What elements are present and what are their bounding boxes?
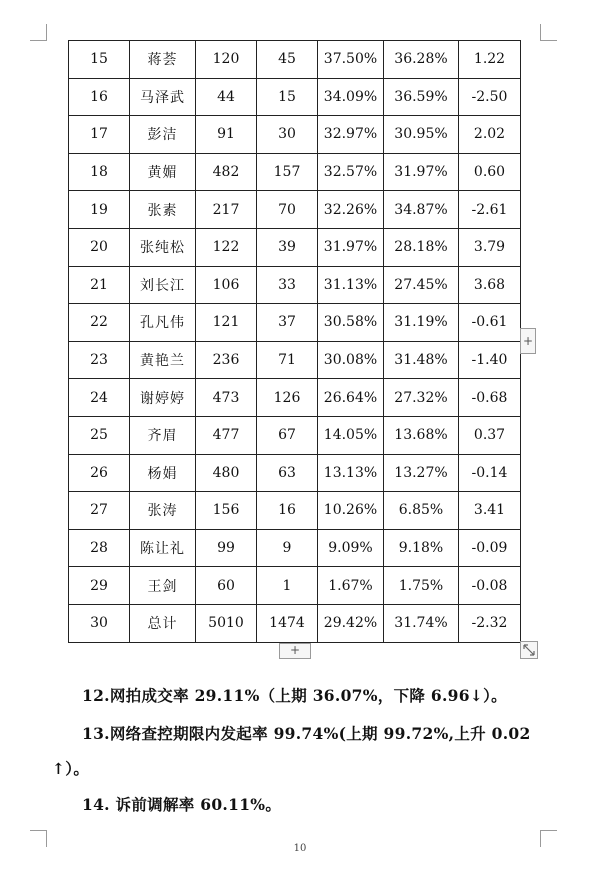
cell-rate-change[interactable]: -2.32 <box>459 604 521 642</box>
cell-rate-change[interactable]: -2.61 <box>459 191 521 229</box>
cell-previous-rate[interactable]: 1.75% <box>384 567 459 605</box>
cell-rate-change[interactable]: -0.08 <box>459 567 521 605</box>
cell-person-name[interactable]: 刘长江 <box>130 266 196 304</box>
cell-current-rate[interactable]: 34.09% <box>318 78 384 116</box>
cell-row-index[interactable]: 27 <box>69 492 130 530</box>
table-body <box>69 41 521 643</box>
statistics-table[interactable] <box>68 40 521 643</box>
cell-current-rate[interactable]: 32.97% <box>318 116 384 154</box>
cell-success-count[interactable]: 67 <box>257 416 318 454</box>
cell-person-name[interactable]: 齐眉 <box>130 416 196 454</box>
cell-total-count[interactable]: 236 <box>196 341 257 379</box>
cell-current-rate[interactable]: 32.57% <box>318 153 384 191</box>
cell-success-count[interactable]: 33 <box>257 266 318 304</box>
add-column-button[interactable]: + <box>520 328 536 354</box>
table-row <box>69 379 521 417</box>
cell-total-count[interactable]: 482 <box>196 153 257 191</box>
table-row <box>69 116 521 154</box>
cell-rate-change[interactable]: 2.02 <box>459 116 521 154</box>
paragraph-item-12: 12.网拍成交率 29.11%（上期 36.07%，下降 6.96↓）。 <box>82 686 507 705</box>
cell-current-rate[interactable]: 10.26% <box>318 492 384 530</box>
cell-previous-rate[interactable]: 30.95% <box>384 116 459 154</box>
cell-person-name[interactable]: 张纯松 <box>130 228 196 266</box>
table-row <box>69 266 521 304</box>
table-row <box>69 153 521 191</box>
cell-current-rate[interactable]: 30.08% <box>318 341 384 379</box>
cell-current-rate[interactable]: 13.13% <box>318 454 384 492</box>
cell-total-count[interactable]: 44 <box>196 78 257 116</box>
cell-row-index[interactable]: 19 <box>69 191 130 229</box>
cell-current-rate[interactable]: 26.64% <box>318 379 384 417</box>
cell-success-count[interactable]: 39 <box>257 228 318 266</box>
cell-success-count[interactable]: 30 <box>257 116 318 154</box>
cell-rate-change[interactable]: 1.22 <box>459 41 521 79</box>
cell-person-name[interactable]: 总计 <box>130 604 196 642</box>
cell-total-count[interactable]: 477 <box>196 416 257 454</box>
table-row <box>69 454 521 492</box>
cell-previous-rate[interactable]: 31.74% <box>384 604 459 642</box>
cell-person-name[interactable]: 马泽武 <box>130 78 196 116</box>
table-row <box>69 228 521 266</box>
cell-rate-change[interactable]: -0.09 <box>459 529 521 567</box>
cell-success-count[interactable]: 70 <box>257 191 318 229</box>
cell-row-index[interactable]: 25 <box>69 416 130 454</box>
cell-previous-rate[interactable]: 31.97% <box>384 153 459 191</box>
table-row <box>69 604 521 642</box>
cell-row-index[interactable]: 20 <box>69 228 130 266</box>
cell-total-count[interactable]: 99 <box>196 529 257 567</box>
table-row <box>69 529 521 567</box>
cell-success-count[interactable]: 16 <box>257 492 318 530</box>
cell-total-count[interactable]: 5010 <box>196 604 257 642</box>
cell-previous-rate[interactable]: 6.85% <box>384 492 459 530</box>
cell-current-rate[interactable]: 9.09% <box>318 529 384 567</box>
cell-person-name[interactable]: 杨娟 <box>130 454 196 492</box>
cell-row-index[interactable]: 22 <box>69 304 130 342</box>
cell-current-rate[interactable]: 30.58% <box>318 304 384 342</box>
table-row <box>69 78 521 116</box>
cell-total-count[interactable]: 473 <box>196 379 257 417</box>
cell-row-index[interactable]: 26 <box>69 454 130 492</box>
cell-previous-rate[interactable]: 28.18% <box>384 228 459 266</box>
cell-success-count[interactable]: 63 <box>257 454 318 492</box>
cell-current-rate[interactable]: 32.26% <box>318 191 384 229</box>
add-row-button[interactable]: + <box>279 643 311 659</box>
paragraph-item-13-continued: ↑）。 <box>52 759 90 778</box>
cell-person-name[interactable]: 黄媚 <box>130 153 196 191</box>
cell-current-rate[interactable]: 14.05% <box>318 416 384 454</box>
cell-row-index[interactable]: 24 <box>69 379 130 417</box>
table-row <box>69 191 521 229</box>
table-row <box>69 341 521 379</box>
cell-person-name[interactable]: 谢婷婷 <box>130 379 196 417</box>
cell-success-count[interactable]: 15 <box>257 78 318 116</box>
cell-person-name[interactable]: 黄艳兰 <box>130 341 196 379</box>
cell-previous-rate[interactable]: 36.28% <box>384 41 459 79</box>
cell-current-rate[interactable]: 29.42% <box>318 604 384 642</box>
cell-row-index[interactable]: 15 <box>69 41 130 79</box>
cell-row-index[interactable]: 23 <box>69 341 130 379</box>
cell-rate-change[interactable]: -0.14 <box>459 454 521 492</box>
cell-row-index[interactable]: 29 <box>69 567 130 605</box>
cell-total-count[interactable]: 480 <box>196 454 257 492</box>
cell-success-count[interactable]: 1 <box>257 567 318 605</box>
cell-previous-rate[interactable]: 31.19% <box>384 304 459 342</box>
cell-total-count[interactable]: 121 <box>196 304 257 342</box>
cell-rate-change[interactable]: -0.61 <box>459 304 521 342</box>
cell-previous-rate[interactable]: 27.32% <box>384 379 459 417</box>
cell-previous-rate[interactable]: 36.59% <box>384 78 459 116</box>
cell-row-index[interactable]: 21 <box>69 266 130 304</box>
cell-previous-rate[interactable]: 13.68% <box>384 416 459 454</box>
page-corner-mark-top-left <box>30 24 47 41</box>
cell-row-index[interactable]: 17 <box>69 116 130 154</box>
table-row <box>69 567 521 605</box>
cell-person-name[interactable]: 蒋荟 <box>130 41 196 79</box>
table-row <box>69 304 521 342</box>
paragraph-item-13: 13.网络查控期限内发起率 99.74%(上期 99.72%,上升 0.02 <box>82 724 531 743</box>
cell-rate-change[interactable]: -1.40 <box>459 341 521 379</box>
cell-total-count[interactable]: 91 <box>196 116 257 154</box>
cell-person-name[interactable]: 陈让礼 <box>130 529 196 567</box>
cell-previous-rate[interactable]: 31.48% <box>384 341 459 379</box>
table-row <box>69 492 521 530</box>
cell-rate-change[interactable]: 3.68 <box>459 266 521 304</box>
cell-rate-change[interactable]: 3.79 <box>459 228 521 266</box>
table-row <box>69 416 521 454</box>
cell-previous-rate[interactable]: 34.87% <box>384 191 459 229</box>
cell-current-rate[interactable]: 31.97% <box>318 228 384 266</box>
cell-person-name[interactable]: 张素 <box>130 191 196 229</box>
cell-total-count[interactable]: 120 <box>196 41 257 79</box>
cell-person-name[interactable]: 彭洁 <box>130 116 196 154</box>
cell-total-count[interactable]: 106 <box>196 266 257 304</box>
cell-person-name[interactable]: 王剑 <box>130 567 196 605</box>
cell-success-count[interactable]: 157 <box>257 153 318 191</box>
cell-row-index[interactable]: 28 <box>69 529 130 567</box>
cell-rate-change[interactable]: 0.37 <box>459 416 521 454</box>
cell-success-count[interactable]: 71 <box>257 341 318 379</box>
table-row <box>69 41 521 79</box>
cell-success-count[interactable]: 126 <box>257 379 318 417</box>
cell-rate-change[interactable]: 0.60 <box>459 153 521 191</box>
cell-row-index[interactable]: 18 <box>69 153 130 191</box>
page-corner-mark-top-right <box>540 24 557 41</box>
cell-previous-rate[interactable]: 13.27% <box>384 454 459 492</box>
cell-person-name[interactable]: 孔凡伟 <box>130 304 196 342</box>
page-number: 10 <box>293 843 307 854</box>
resize-arrows-icon <box>521 642 537 658</box>
cell-total-count[interactable]: 60 <box>196 567 257 605</box>
cell-total-count[interactable]: 217 <box>196 191 257 229</box>
cell-rate-change[interactable]: -2.50 <box>459 78 521 116</box>
cell-rate-change[interactable]: -0.68 <box>459 379 521 417</box>
cell-success-count[interactable]: 45 <box>257 41 318 79</box>
cell-total-count[interactable]: 156 <box>196 492 257 530</box>
cell-success-count[interactable]: 1474 <box>257 604 318 642</box>
cell-row-index[interactable]: 16 <box>69 78 130 116</box>
cell-success-count[interactable]: 37 <box>257 304 318 342</box>
cell-rate-change[interactable]: 3.41 <box>459 492 521 530</box>
cell-total-count[interactable]: 122 <box>196 228 257 266</box>
cell-success-count[interactable]: 9 <box>257 529 318 567</box>
cell-current-rate[interactable]: 31.13% <box>318 266 384 304</box>
cell-current-rate[interactable]: 37.50% <box>318 41 384 79</box>
table-resize-handle[interactable] <box>520 641 538 659</box>
cell-previous-rate[interactable]: 27.45% <box>384 266 459 304</box>
cell-previous-rate[interactable]: 9.18% <box>384 529 459 567</box>
cell-current-rate[interactable]: 1.67% <box>318 567 384 605</box>
cell-row-index[interactable]: 30 <box>69 604 130 642</box>
cell-person-name[interactable]: 张涛 <box>130 492 196 530</box>
paragraph-item-14: 14. 诉前调解率 60.11%。 <box>82 795 282 814</box>
